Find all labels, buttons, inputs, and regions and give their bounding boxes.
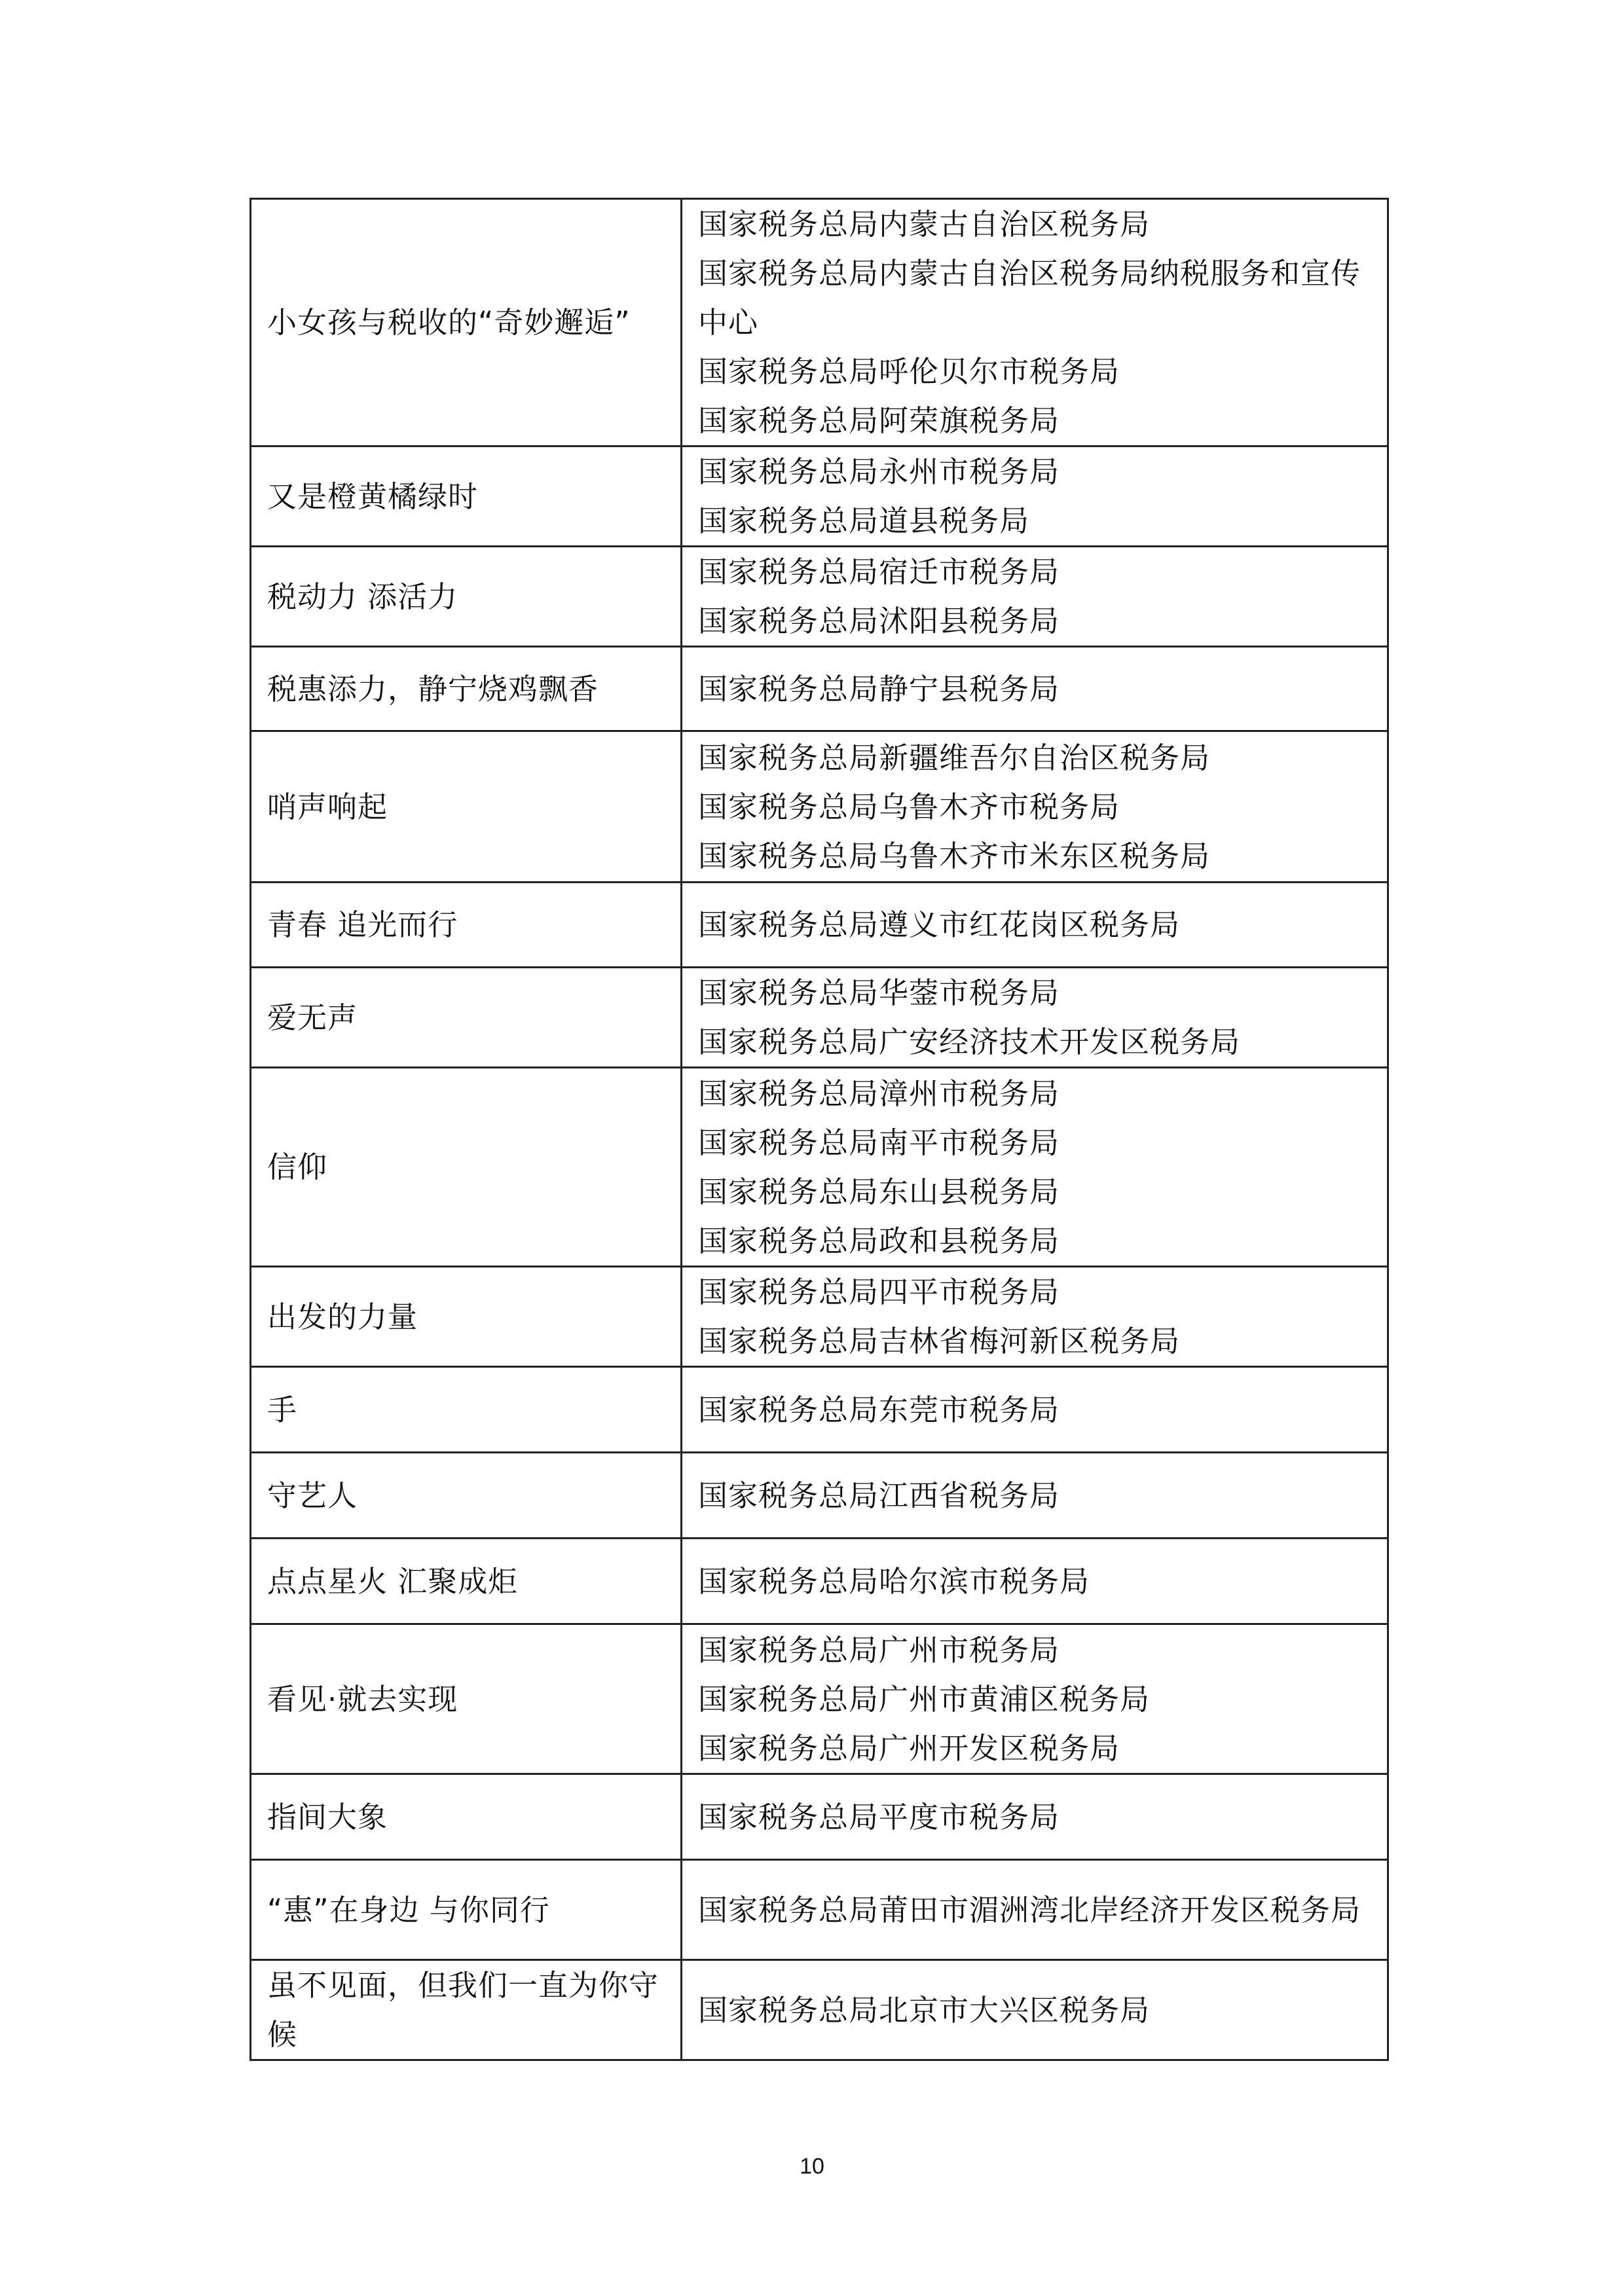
table-row xyxy=(251,1860,1388,1960)
units-cell xyxy=(682,1539,1388,1624)
unit-name: 国家税务总局宿迁市税务局 xyxy=(698,555,1060,589)
units-cell xyxy=(682,1860,1388,1960)
work-title: 出发的力量 xyxy=(251,1267,682,1367)
awards-table xyxy=(249,198,1389,2061)
unit-name: 国家税务总局四平市税务局 xyxy=(698,1275,1060,1309)
unit-name: 国家税务总局遵义市红花岗区税务局 xyxy=(698,907,1181,942)
unit-name: 国家税务总局东莞市税务局 xyxy=(698,1392,1060,1427)
work-title: 小女孩与税收的“奇妙邂逅” xyxy=(251,199,682,446)
units-cell xyxy=(682,1624,1388,1774)
unit-name: 国家税务总局广州开发区税务局 xyxy=(698,1730,1120,1766)
unit-name: 国家税务总局新疆维吾尔自治区税务局 xyxy=(698,740,1211,775)
table-row xyxy=(251,731,1388,883)
units-cell xyxy=(682,731,1388,883)
units-cell xyxy=(682,199,1388,446)
work-title: 指间大象 xyxy=(251,1774,682,1860)
unit-name: 国家税务总局漳州市税务局 xyxy=(698,1076,1060,1111)
table-row xyxy=(251,883,1388,968)
table-row xyxy=(251,1453,1388,1539)
units-cell xyxy=(682,1267,1388,1367)
work-title: 青春 追光而行 xyxy=(251,883,682,968)
unit-name: 国家税务总局平度市税务局 xyxy=(698,1799,1060,1834)
unit-name: 国家税务总局永州市税务局 xyxy=(698,454,1060,489)
units-cell xyxy=(682,446,1388,547)
work-title: 看见·就去实现 xyxy=(251,1624,682,1774)
unit-name: 国家税务总局道县税务局 xyxy=(698,503,1030,538)
units-cell xyxy=(682,547,1388,647)
unit-name: 国家税务总局乌鲁木齐市米东区税务局 xyxy=(698,838,1211,873)
unit-name: 国家税务总局沭阳县税务局 xyxy=(698,604,1060,638)
work-title: 守艺人 xyxy=(251,1453,682,1539)
unit-name: 国家税务总局乌鲁木齐市税务局 xyxy=(698,789,1120,824)
work-title: 点点星火 汇聚成炬 xyxy=(251,1539,682,1624)
work-title: 哨声响起 xyxy=(251,731,682,883)
table-row xyxy=(251,968,1388,1068)
work-title: 爱无声 xyxy=(251,968,682,1068)
unit-name: 国家税务总局静宁县税务局 xyxy=(698,671,1060,706)
unit-name: 国家税务总局华蓥市税务局 xyxy=(698,975,1060,1010)
unit-name: 国家税务总局哈尔滨市税务局 xyxy=(698,1563,1090,1599)
units-cell xyxy=(682,883,1388,968)
unit-name: 国家税务总局内蒙古自治区税务局 xyxy=(698,207,1151,242)
work-title: 税惠添力，静宁烧鸡飘香 xyxy=(251,647,682,731)
unit-name: 国家税务总局江西省税务局 xyxy=(698,1478,1060,1513)
unit-name: 国家税务总局广州市税务局 xyxy=(698,1632,1060,1667)
units-cell xyxy=(682,647,1388,731)
unit-name: 国家税务总局吉林省梅河新区税务局 xyxy=(698,1324,1181,1358)
work-title: 税动力 添活力 xyxy=(251,547,682,647)
units-cell xyxy=(682,1960,1388,2060)
table-row xyxy=(251,446,1388,547)
unit-name: 国家税务总局广州市黄浦区税务局 xyxy=(698,1681,1151,1717)
unit-name: 国家税务总局南平市税务局 xyxy=(698,1125,1060,1160)
unit-name: 国家税务总局莆田市湄洲湾北岸经济开发区税务局 xyxy=(698,1892,1361,1927)
unit-name: 国家税务总局呼伦贝尔市税务局 xyxy=(698,354,1120,389)
table-row xyxy=(251,1960,1388,2060)
work-title: 又是橙黄橘绿时 xyxy=(251,446,682,547)
work-title: “惠”在身边 与你同行 xyxy=(251,1860,682,1960)
units-cell xyxy=(682,968,1388,1068)
units-cell xyxy=(682,1367,1388,1453)
units-cell xyxy=(682,1068,1388,1267)
work-title: 虽不见面，但我们一直为你守候 xyxy=(251,1960,682,2060)
page-number: 10 xyxy=(800,2154,824,2179)
table-row xyxy=(251,1539,1388,1624)
unit-name: 国家税务总局内蒙古自治区税务局纳税服务和宣传中心 xyxy=(698,256,1361,340)
units-cell xyxy=(682,1453,1388,1539)
table-row xyxy=(251,1068,1388,1267)
table-row xyxy=(251,647,1388,731)
unit-name: 国家税务总局东山县税务局 xyxy=(698,1174,1060,1209)
table-row xyxy=(251,1774,1388,1860)
table-row xyxy=(251,1367,1388,1453)
table-row xyxy=(251,547,1388,647)
work-title: 手 xyxy=(251,1367,682,1453)
units-cell xyxy=(682,1774,1388,1860)
unit-name: 国家税务总局阿荣旗税务局 xyxy=(698,403,1060,438)
unit-name: 国家税务总局广安经济技术开发区税务局 xyxy=(698,1025,1241,1059)
unit-name: 国家税务总局北京市大兴区税务局 xyxy=(698,1992,1151,2028)
table-row xyxy=(251,199,1388,446)
table-row xyxy=(251,1624,1388,1774)
table-row xyxy=(251,1267,1388,1367)
unit-name: 国家税务总局政和县税务局 xyxy=(698,1223,1060,1258)
work-title: 信仰 xyxy=(251,1068,682,1267)
